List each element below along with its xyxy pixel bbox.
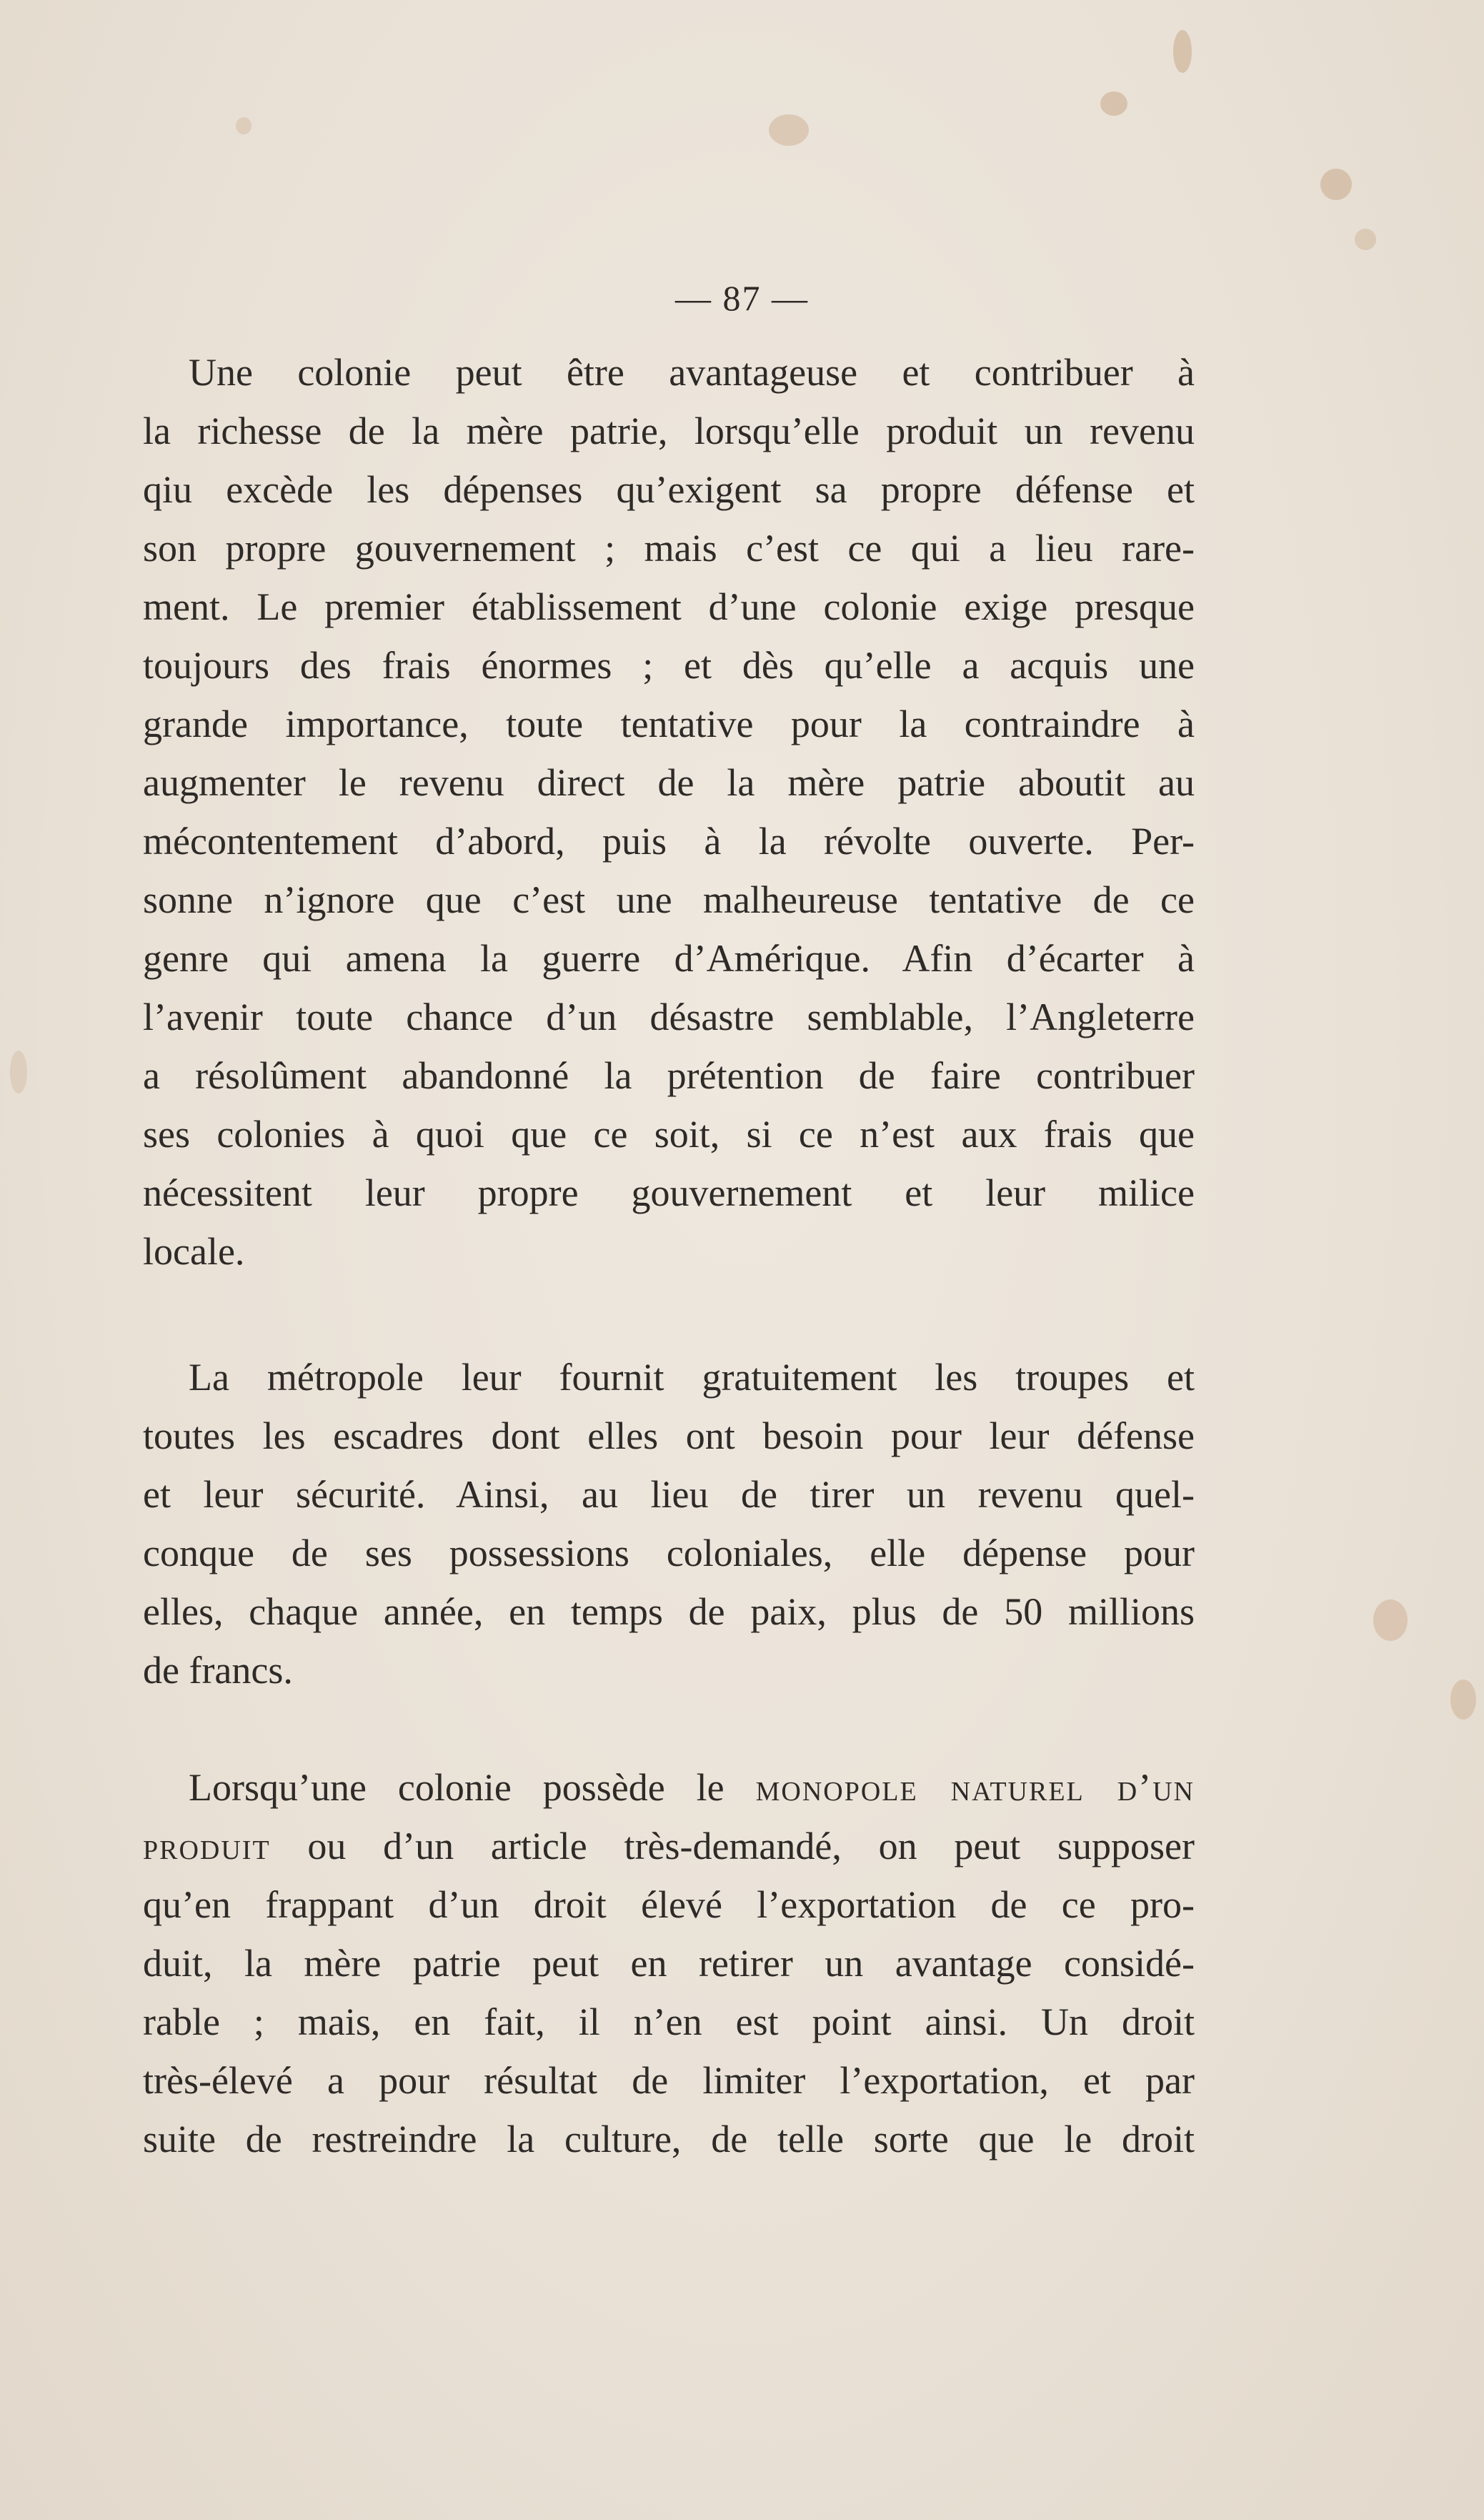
text-line: duit, la mère patrie peut en retirer un avantage considé- xyxy=(143,1942,1195,1985)
text-line: nécessitent leur propre gouvernement et leur milice xyxy=(143,1171,1195,1214)
text-line: ses colonies à quoi que ce soit, si ce n’est aux frais que xyxy=(143,1113,1195,1156)
text-line: elles, chaque année, en temps de paix, plus de 50 millions xyxy=(143,1590,1195,1633)
paragraph-3 xyxy=(143,1758,1195,2168)
foxing-spot xyxy=(1355,229,1376,250)
foxing-spot xyxy=(10,1051,27,1093)
text-line: conque de ses possessions coloniales, elle dépense pour xyxy=(143,1532,1195,1574)
small-caps-term: monopole naturel d’un xyxy=(755,1766,1195,1809)
paragraph-1 xyxy=(143,343,1195,1281)
text-line: toujours des frais énormes ; et dès qu’elle a acquis une xyxy=(143,644,1195,687)
text-line: augmenter le revenu direct de la mère patrie aboutit au xyxy=(143,761,1195,804)
text-line: son propre gouvernement ; mais c’est ce qui a lieu rare- xyxy=(143,527,1195,570)
text-line: toutes les escadres dont elles ont besoin pour leur défense xyxy=(143,1414,1195,1457)
foxing-spot xyxy=(1373,1599,1408,1641)
text-line: l’avenir toute chance d’un désastre semblable, l’Angleterre xyxy=(143,996,1195,1038)
text-line: et leur sécurité. Ainsi, au lieu de tirer un revenu quel- xyxy=(143,1473,1195,1516)
text-line: mécontentement d’abord, puis à la révolte ouverte. Per- xyxy=(143,820,1195,863)
text-line: locale. xyxy=(143,1230,245,1273)
text-line: La métropole leur fournit gratuitement les troupes et xyxy=(189,1356,1195,1399)
text-line: très-élevé a pour résultat de limiter l’exportation, et par xyxy=(143,2059,1195,2102)
text-line: de francs. xyxy=(143,1649,293,1692)
page-number: — 87 — xyxy=(675,278,809,318)
foxing-spot xyxy=(1100,91,1127,116)
text-line: ment. Le premier établissement d’une colonie exige presque xyxy=(143,585,1195,628)
foxing-spot xyxy=(1450,1680,1476,1720)
text-line: sonne n’ignore que c’est une malheureuse tentative de ce xyxy=(143,878,1195,921)
text-line: grande importance, toute tentative pour la contraindre à xyxy=(143,703,1195,745)
text-line: suite de restreindre la culture, de telle sorte que le droit xyxy=(143,2118,1195,2161)
paragraph-2 xyxy=(143,1348,1195,1700)
foxing-spot xyxy=(236,117,252,134)
text-line: genre qui amena la guerre d’Amérique. Afin d’écarter à xyxy=(143,937,1195,980)
foxing-spot xyxy=(769,114,809,146)
text-line xyxy=(143,1758,1195,1817)
foxing-spot xyxy=(1173,30,1192,73)
foxing-spot xyxy=(1320,169,1352,200)
text-run: ou d’un article très-demandé, on peut supposer xyxy=(307,1825,1195,1867)
text-line: la richesse de la mère patrie, lorsqu’elle produit un revenu xyxy=(143,410,1195,452)
text-line xyxy=(143,1817,1195,1875)
text-run: Lorsqu’une colonie possède le xyxy=(189,1766,724,1809)
text-line: Une colonie peut être avantageuse et contribuer à xyxy=(189,351,1195,394)
text-line: rable ; mais, en fait, il n’en est point ainsi. Un droit xyxy=(143,2000,1195,2043)
text-line: qu’en frappant d’un droit élevé l’exportation de ce pro- xyxy=(143,1883,1195,1926)
text-line: qiu excède les dépenses qu’exigent sa propre défense et xyxy=(143,468,1195,511)
small-caps-term: produit xyxy=(143,1825,271,1867)
text-line: a résolûment abandonné la prétention de faire contribuer xyxy=(143,1054,1195,1097)
